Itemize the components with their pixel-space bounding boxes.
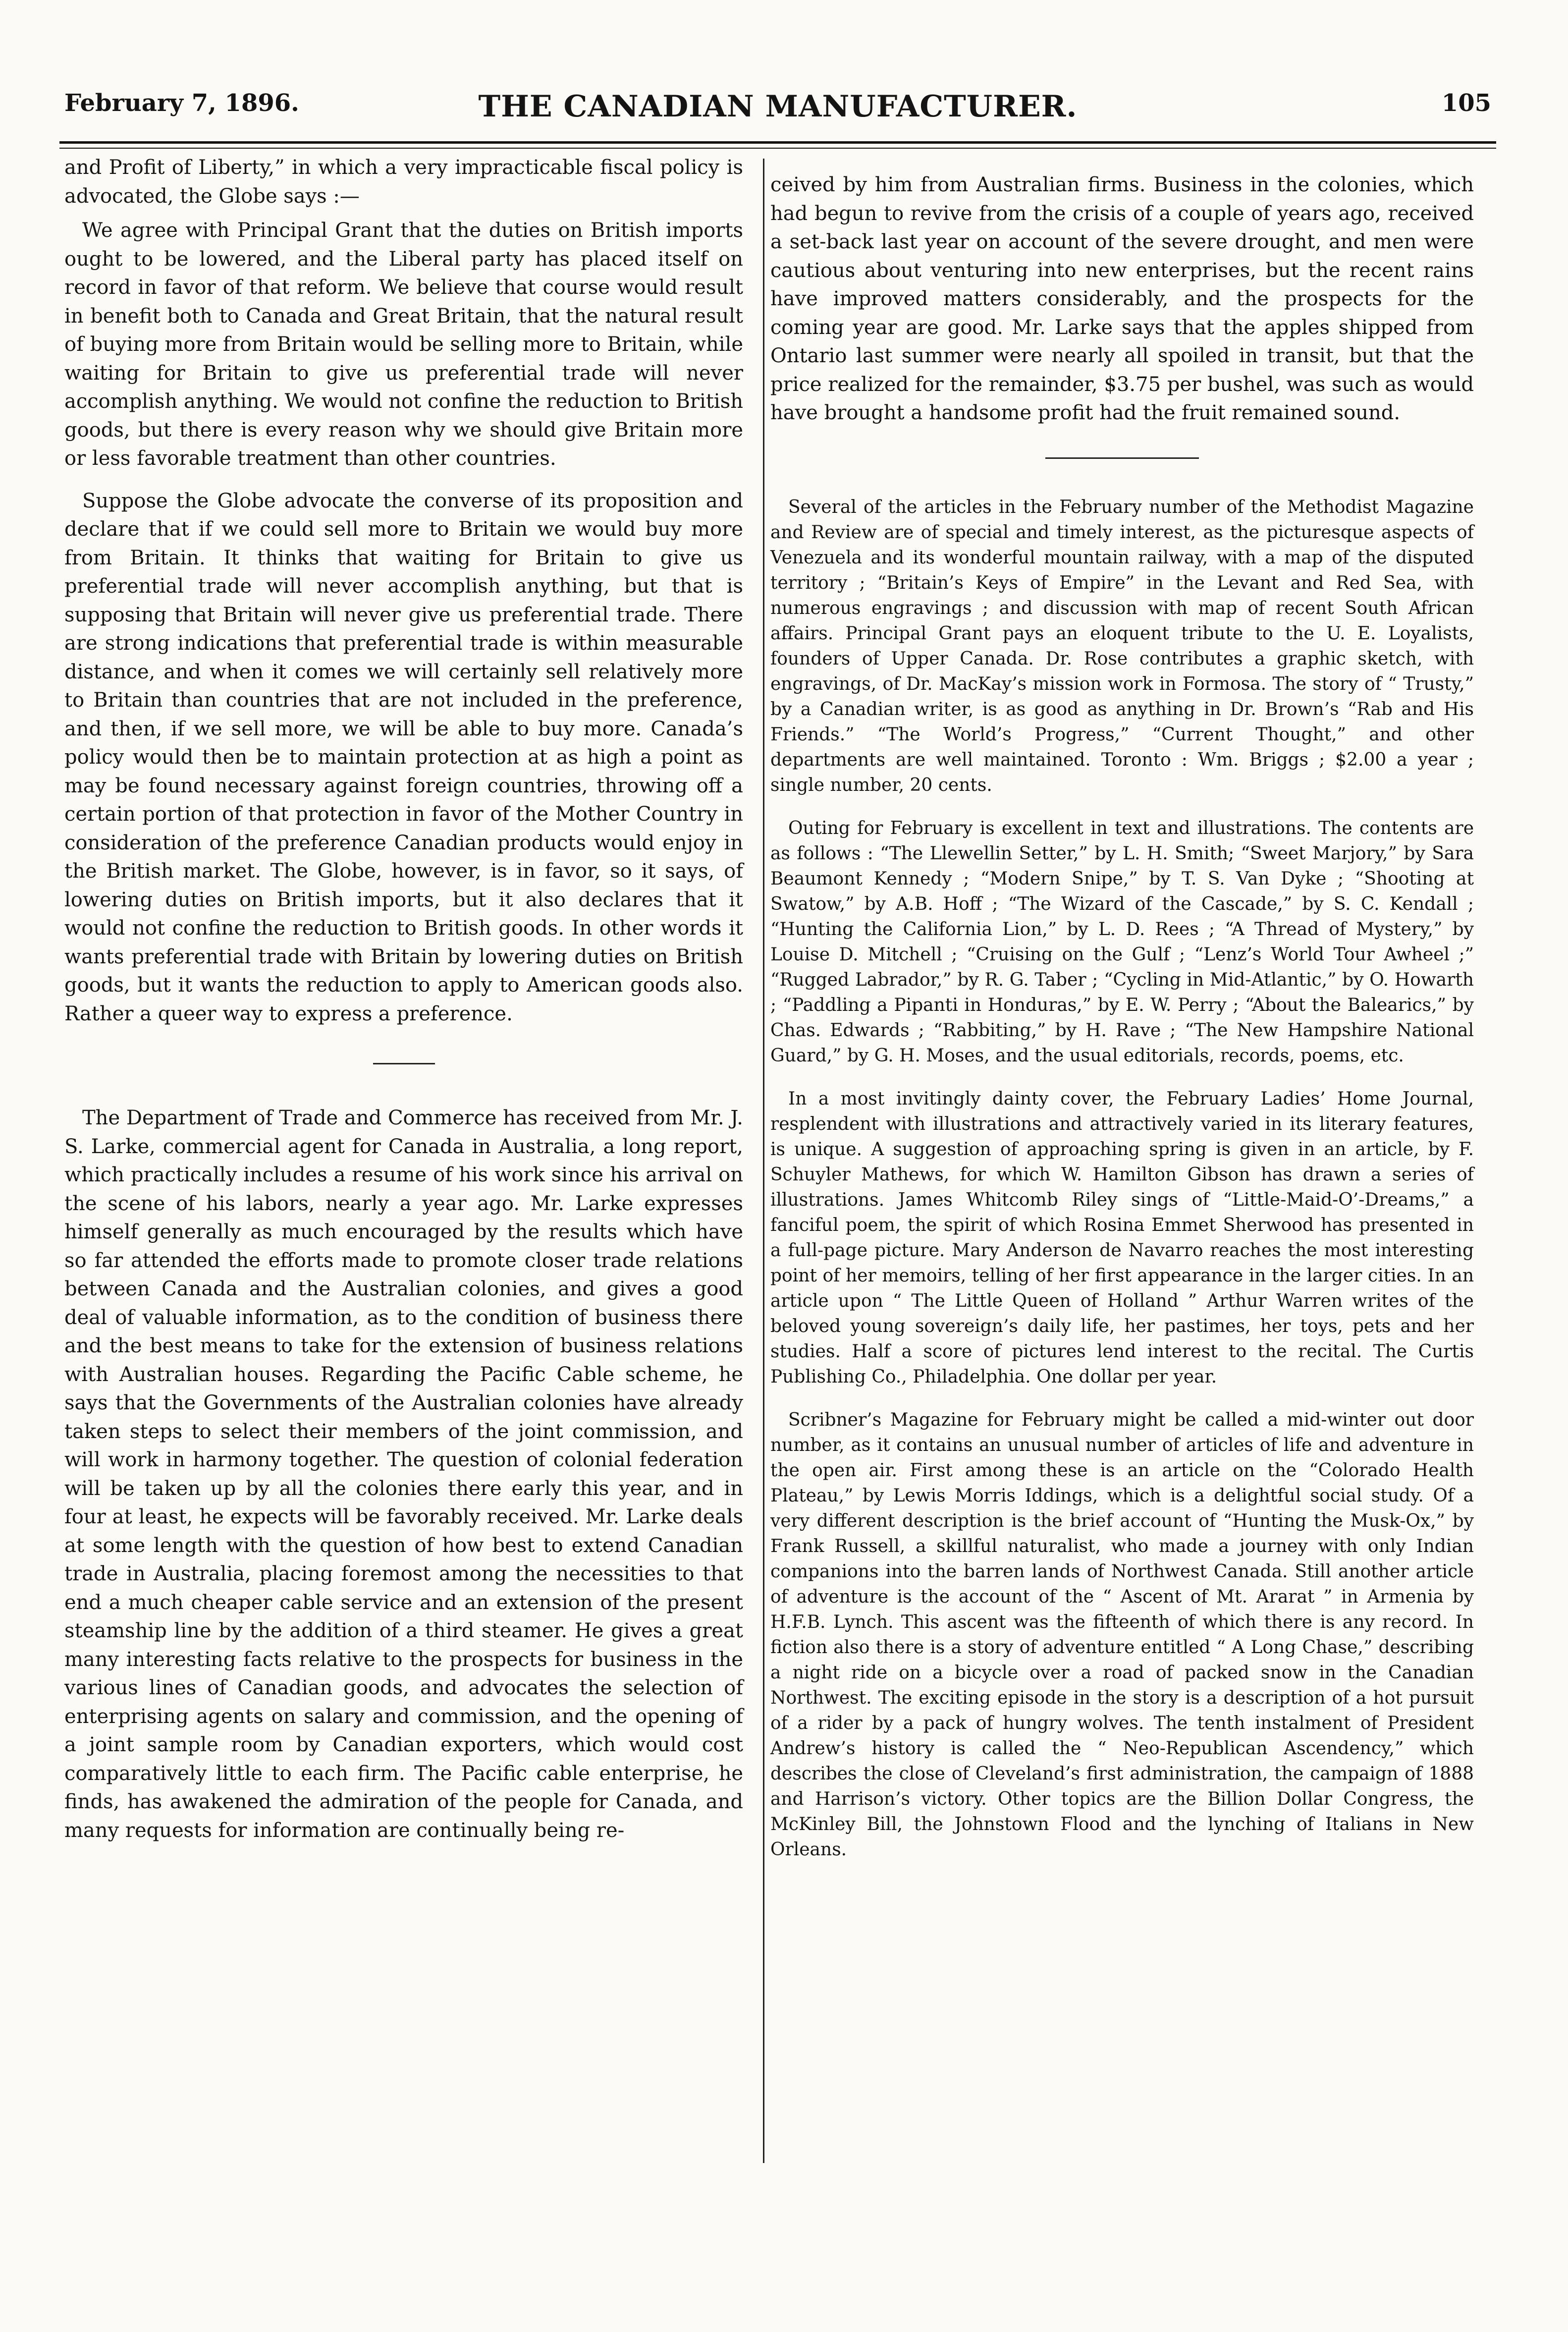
page-header [64,89,1491,134]
header-rule-thick [59,141,1496,144]
larke-report-paragraph: The Department of Trade and Commerce has received from Mr. J. S. Larke, commercial agent for Canada in Australia, a long report, which practically includes a resume of his work since his arrival on the scene of his labors, nearly a year ago. Mr. Larke expresses himself generally as much encouraged by the results which have so far attended the efforts made to promote closer trade relations between Canada and the Australian colonies, and gives a good deal of valuable information, as to the condition of business there and the best means to take for the extension of business relations with Australian houses. Regarding the Pacific Cable scheme, he says that the Governments of the Australian colonies have already taken steps to select their members of the joint commission, and will work in harmony together. The question of colonial federation will be taken up by all the colonies there early this year, and in four at least, he expects will be favorably received. Mr. Larke deals at some length with the question of how best to extend Canadian trade in Australia, placing foremost among the necessities to that end a much cheaper cable service and an extension of the present steamship line by the addition of a third steamer. He gives a great many interesting facts relative to the prospects for business in the various lines of Canadian goods, and advocates the selection of enterprising agents on salary and commission, and the opening of a joint sample room by Canadian exporters, which would cost comparatively little to each firm. The Pacific cable enterprise, he finds, has awakened the admiration of the people for Canada, and many requests for information are continually being re- [64,1107,743,1842]
scribners-magazine-notice: Scribner’s Magazine for February might be called a mid-winter out door number, as it contains an unusual number of articles of life and adventure in the open air. First among these is an article on the “Colorado Health Plateau,” by Lewis Morris Iddings, which is a delightful social study. Of a very different description is the brief account of “Hunting the Musk-Ox,” by Frank Russell, a skillful naturalist, who made a journey with only Indian companions into the barren lands of Northwest Canada. Still another article of adventure is the account of the “ Ascent of Mt. Ararat ” in Armenia by H.F.B. Lynch. This ascent was the fifteenth of which there is any record. In fiction also there is a story of adventure entitled “ A Long Chase,” describing a night ride on a bicycle over a road of packed snow in the Canadian Northwest. The exciting episode in the story is a description of a hot pursuit of a rider by a pack of hungry wolves. The tenth instalment of President Andrew’s history is called the “ Neo-Republican Ascendency,” which describes the close of Cleveland’s first administration, the campaign of 1888 and Harrison’s victory. Other topics are the Billion Dollar Congress, the McKinley Bill, the Johnstown Flood and the lynching of Italians in New Orleans. [770,1409,1474,1860]
issue-date: February 7, 1896. [64,89,299,117]
publication-title: THE CANADIAN MANUFACTURER. [478,89,1078,124]
globe-quote: We agree with Principal Grant that the duties on British imports ought to be lowered, and the Liberal party has placed itself on record in favor of that reform. We believe that course would result in benefit both to Canada and Great Britain, that the natural result of buying more from Britain would be selling more to Britain, while waiting for Britain to give us preferential trade will never accomplish anything. We would not confine the reduction to British goods, but there is every reason why we should give Britain more or less favorable treatment than other countries. [64,219,743,470]
section-divider [1045,457,1199,459]
paragraph-gap [770,1389,1474,1407]
column-divider [763,159,764,2163]
paragraph-gap [770,798,1474,816]
ladies-home-journal-notice: In a most invitingly dainty cover, the February Ladies’ Home Journal, resplendent with illustrations and attractively varied in its literary features, is unique. A suggestion of approaching spring is given in an article, by F. Schuyler Mathews, for which W. Hamilton Gibson has drawn a series of illustrations. James Whitcomb Riley sings of “Little-Maid-O’-Dreams,” a fanciful poem, the spirit of which Rosina Emmet Sherwood has presented in a full-page picture. Mary Anderson de Navarro reaches the most interesting point of her memoirs, telling of her first appearance in the larger cities. In an article upon “ The Little Queen of Holland ” Arthur Warren writes of the beloved young sovereign’s daily life, her pastimes, her toys, pets and her studies. Half a score of pictures lend interest to the recital. The Curtis Publishing Co., Philadelphia. One dollar per year. [770,1088,1474,1387]
outing-notice: Outing for February is excellent in text and illustrations. The contents are as follows : “The Llewellin Setter,” by L. H. Smith; “Sweet Marjory,” by Sara Beaumont Kennedy ; “Modern Snipe,” by T. S. Van Dyke ; “Shooting at Swatow,” by A.B. Hoff ; “The Wizard of the Cascade,” by S. C. Kendall ; “Hunting the California Lion,” by L. D. Rees ; “A Thread of Mystery,” by Louise D. Mitchell ; “Cruising on the Gulf ; “Lenz’s World Tour Awheel ;” “Rugged Labrador,” by R. G. Taber ; “Cycling in Mid-Atlantic,” by O. Howarth ; “Paddling a Pipanti in Honduras,” by E. W. Perry ; “About the Balearics,” by Chas. Edwards ; “Rabbiting,” by H. Rave ; “The New Hampshire National Guard,” by G. H. Moses, and the usual editorials, records, poems, etc. [770,818,1474,1066]
header-rule-thin [59,148,1496,149]
section-divider [373,1063,435,1064]
globe-intro-text: and Profit of Liberty,” in which a very impracticable fiscal policy is advocated, the Globe says :— [64,156,743,208]
page-number: 105 [1441,89,1491,117]
methodist-magazine-notice: Several of the articles in the February number of the Methodist Magazine and Review are of special and timely interest, as the picturesque aspects of Venezuela and its wonderful mountain railway, with a map of the disputed territory ; “Britain’s Keys of Empire” in the Levant and Red Sea, with numerous engravings ; and discussion with map of recent South African affairs. Principal Grant pays an eloquent tribute to the U. E. Loyalists, founders of Upper Canada. Dr. Rose contributes a graphic sketch, with engravings, of Dr. MacKay’s mission work in Formosa. The story of “ Trusty,” by a Canadian writer, is as good as anything in Dr. Brown’s “Rab and His Friends.” “The World’s Progress,” “Current Thought,” and other departments are well maintained. Toronto : Wm. Briggs ; $2.00 a year ; single number, 20 cents. [770,497,1474,795]
left-column [64,154,743,1845]
suppose-paragraph: Suppose the Globe advocate the converse of its proposition and declare that if we could sell more to Britain we would buy more from Britain. It thinks that waiting for Britain to give us preferential trade will never accomplish anything, but that is supposing that Britain will never give us preferential trade. There are strong indications that preferential trade is within measurable distance, and when it comes we will certainly sell relatively more to Britain than countries that are not included in the preference, and then, if we sell more, we will be able to buy more. Canada’s policy would then be to maintain protection at as high a point as may be found necessary against foreign countries, throwing off a certain portion of that protection in favor of the Mother Country in consideration of the preference Canadian products would enjoy in the British market. The Globe, however, is in favor, so it says, of lowering duties on British imports, but it also declares that it would not confine the reduction to British goods. In other words it wants preferential trade with Britain by lowering duties on British goods, but it wants the reduction to apply to American goods also. Rather a queer way to express a preference. [64,489,743,1025]
larke-report-continued: ceived by him from Australian firms. Business in the colonies, which had begun to revive from the crisis of a couple of years ago, received a set-back last year on account of the severe drought, and men were cautious about venturing into new enterprises, but the recent rains have improved matters considerably, and the prospects for the coming year are good. Mr. Larke says that the apples shipped from Ontario last summer were nearly all spoiled in transit, but that the price realized for the remainder, $3.75 per bushel, was such as would have brought a handsome profit had the fruit remained sound. [770,173,1474,424]
right-column [770,171,1474,1862]
paragraph-gap [64,473,743,487]
paragraph-gap [770,1068,1474,1086]
